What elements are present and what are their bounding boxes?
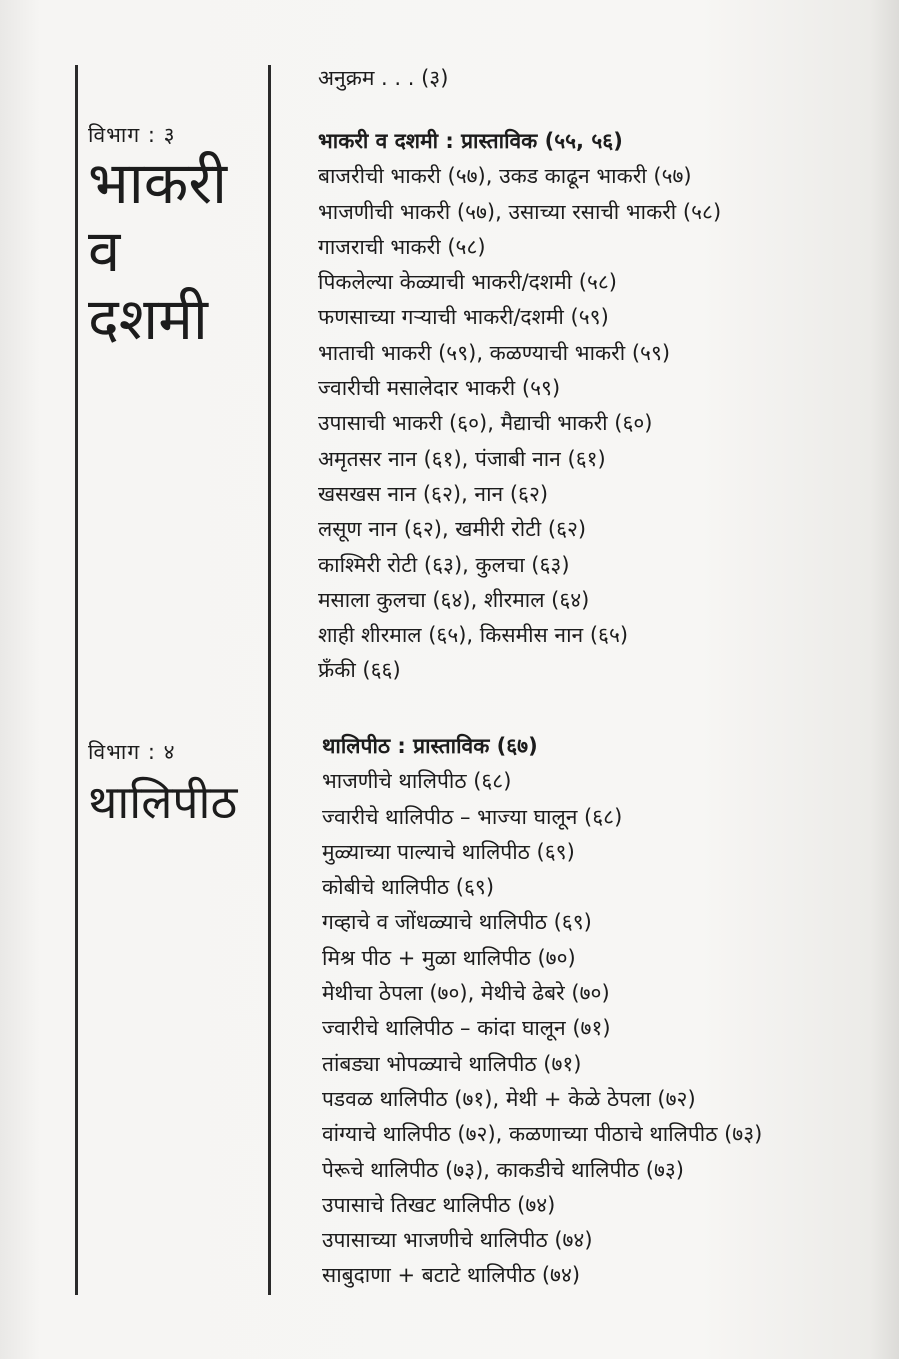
toc-entry: बाजरीची भाकरी (५७), उकड काढून भाकरी (५७) [318, 164, 692, 189]
toc-entry: अमृतसर नान (६१), पंजाबी नान (६१) [318, 446, 606, 471]
toc-entry: वांग्याचे थालिपीठ (७२), कळणाच्या पीठाचे थालिपीठ (७३) [322, 1122, 763, 1147]
toc-entry: भाजणीची भाकरी (५७), उसाच्या रसाची भाकरी (५८) [318, 199, 722, 224]
toc-entry: उपासाची भाकरी (६०), मैद्याची भाकरी (६०) [318, 411, 653, 436]
toc-entry: फ्रँकी (६६) [318, 658, 401, 683]
toc-entry: शाही शीरमाल (६५), किसमीस नान (६५) [318, 623, 629, 648]
contents-header: अनुक्रम . . . (३) [318, 66, 449, 90]
toc-entry: पडवळ थालिपीठ (७१), मेथी + केळे ठेपला (७२) [322, 1086, 696, 1111]
section-4-title: थालिपीठ [88, 775, 238, 829]
section-3-entries [318, 124, 721, 689]
toc-entry: ज्वारीचे थालिपीठ – भाज्या घालून (६८) [322, 804, 623, 829]
toc-entry: लसूण नान (६२), खमीरी रोटी (६२) [318, 517, 587, 542]
toc-entry: ज्वारीचे थालिपीठ – कांदा घालून (७१) [322, 1016, 611, 1041]
toc-entry: गाजराची भाकरी (५८) [318, 234, 486, 259]
section-3-title-line-1: भाकरी [88, 149, 228, 217]
toc-entry: पिकलेल्या केळ्याची भाकरी/दशमी (५८) [318, 270, 617, 295]
toc-entry: भाजणीचे थालिपीठ (६८) [322, 769, 512, 794]
toc-entry: मुळ्याच्या पाल्याचे थालिपीठ (६९) [322, 839, 575, 864]
section-4-label: विभाग : ४ [88, 740, 176, 764]
toc-entry: मेथीचा ठेपला (७०), मेथीचे ढेबरे (७०) [322, 981, 610, 1006]
toc-entry: मिश्र पीठ + मुळा थालिपीठ (७०) [322, 945, 576, 970]
toc-entry: कोबीचे थालिपीठ (६९) [322, 875, 495, 900]
toc-entry: पेरूचे थालिपीठ (७३), काकडीचे थालिपीठ (७३) [322, 1157, 684, 1182]
toc-entry: उपासाच्या भाजणीचे थालिपीठ (७४) [322, 1228, 593, 1253]
section-4-entries [322, 729, 762, 1294]
toc-entry: थालिपीठ : प्रास्ताविक (६७) [322, 734, 538, 758]
toc-entry: गव्हाचे व जोंधळ्याचे थालिपीठ (६९) [322, 910, 592, 935]
section-4-heading [88, 738, 268, 832]
toc-entry: उपासाचे तिखट थालिपीठ (७४) [322, 1192, 556, 1217]
toc-entry: भाताची भाकरी (५९), कळण्याची भाकरी (५९) [318, 340, 671, 365]
section-3-label: विभाग : ३ [88, 123, 176, 147]
toc-entry: मसाला कुलचा (६४), शीरमाल (६४) [318, 587, 590, 612]
section-3-title-line-2: व [88, 217, 121, 285]
toc-entry: ज्वारीची मसालेदार भाकरी (५९) [318, 376, 561, 401]
toc-entry: भाकरी व दशमी : प्रास्ताविक (५५, ५६) [318, 129, 623, 153]
section-3-title-line-3: दशमी [88, 285, 208, 353]
toc-entry: तांबड्या भोपळ्याचे थालिपीठ (७१) [322, 1051, 582, 1076]
toc-entry: काश्मिरी रोटी (६३), कुलचा (६३) [318, 552, 570, 577]
toc-entry: खसखस नान (६२), नान (६२) [318, 481, 549, 506]
toc-entry: साबुदाणा + बटाटे थालिपीठ (७४) [322, 1263, 581, 1288]
section-sidebar [75, 65, 271, 1295]
section-3-heading [88, 121, 268, 353]
toc-entry: फणसाच्या गऱ्याची भाकरी/दशमी (५९) [318, 305, 609, 330]
